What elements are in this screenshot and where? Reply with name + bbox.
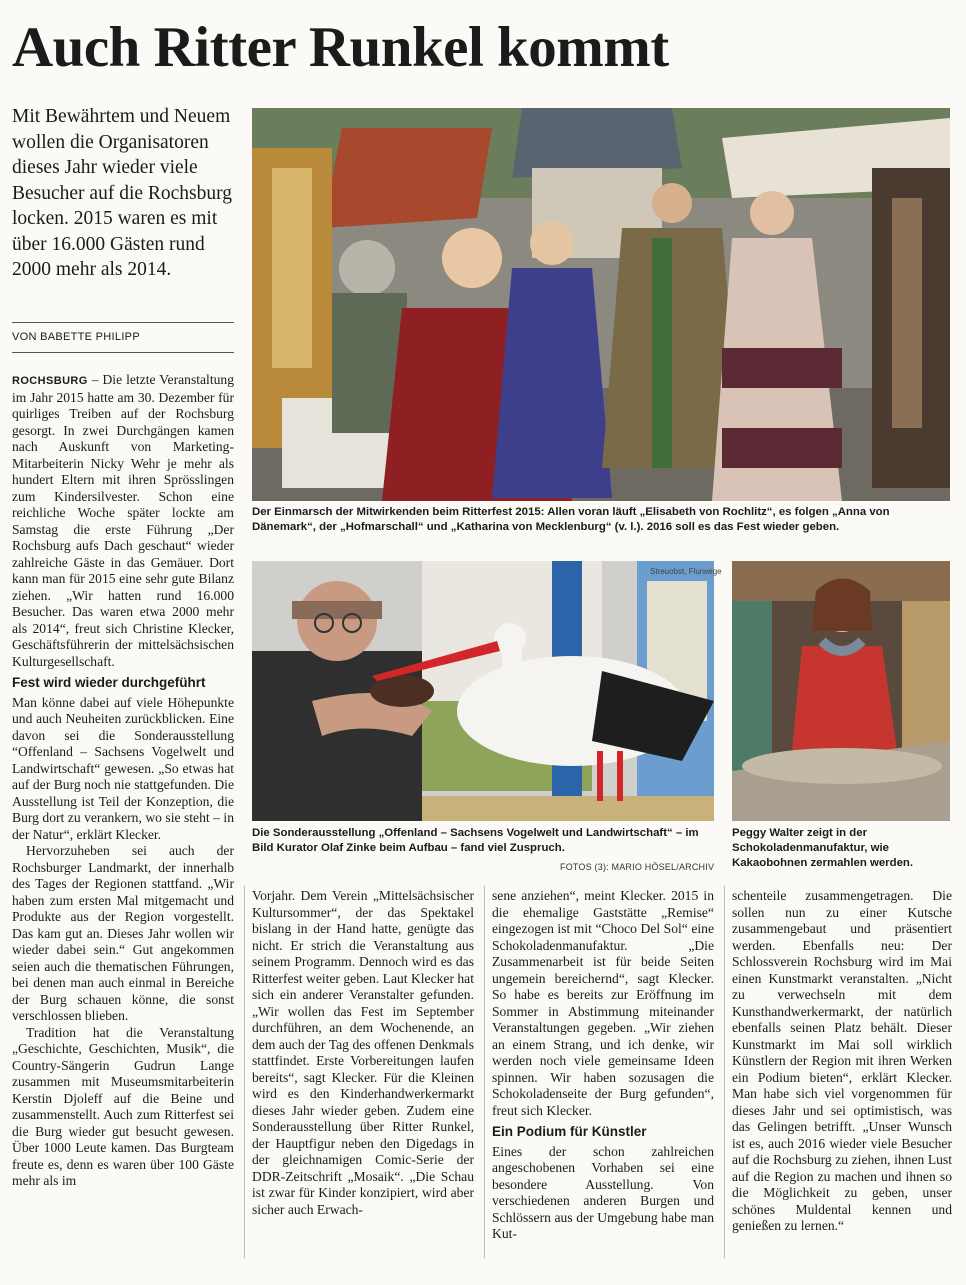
photo-chocolate-manufactory — [732, 561, 950, 821]
main-photo-caption: Der Einmarsch der Mitwirkenden beim Ritterfest 2015: Allen voran läuft „Elisabeth von Rochlitz“, es folgen „Anna von Dänemark“, der „Hofmarschall“ und „Katharina von Mecklenburg“ (v. l.). 2016 soll es das Fest wieder geben. — [252, 506, 890, 533]
divider — [12, 322, 234, 323]
column-divider — [244, 886, 245, 1258]
byline: VON BABETTE PHILIPP — [12, 331, 140, 343]
paragraph: Eines der schon zahlreichen angeschobenen Vorhaben sei eine besondere Ausstellung. Von verschiedenen anderen Burgen und Schlössern aus der Umgebung habe man Kut- — [492, 1143, 714, 1241]
headline: Auch Ritter Runkel kommt — [12, 16, 669, 79]
dateline: ROCHSBURG — [12, 375, 88, 387]
paragraph: schenteile zusammengetragen. Die sollen nun zu einer Kutsche zusammengebaut und präsentiert werden. Ebenfalls neu: Der Schlossverein Rochsburg wird im Mai einen Kunstmarkt veranstalten. „Nicht zu verwechseln mit dem Kunsthandwerkermarkt, der natürlich ebenfalls seinen Platz behält. Dieser Kunstmarkt im Mai soll wirklich Künstlern der Region mit ihren Werken ein Podium bieten“, erklärt Klecker. Man habe sich viel vorgenommen für dieses Jahr und sei optimistisch, was das Gelingen betrifft. „Unser Wunsch ist es, auch 2016 wieder viele Besucher auf die Rochsburg zu ziehen, ihnen Lust auf die Region zu machen und ihnen so die Möglichkeit zu geben, unser schönes Muldental kennen und genießen zu lernen.“ — [732, 888, 952, 1233]
photo-stork-exhibition — [252, 561, 722, 821]
lead-paragraph: Mit Bewährtem und Neuem wollen die Organisatoren dieses Jahr wieder viele Besucher auf die Rochsburg locken. 2015 waren es mit über 16.000 Gästen rund 2000 mehr als 2014. — [12, 106, 233, 280]
stork-illustration — [252, 561, 714, 821]
column-divider — [724, 886, 725, 1258]
paragraph: ROCHSBURG – Die letzte Veranstaltung im Jahr 2015 hatte am 30. Dezember für quirliges Treiben auf der Rochsburg gesorgt. In zwei Durchgängen kamen nach Auskunft von Marketing-Mitarbeiterin Nicky Wehr je mehr als hundert Eltern mit ihren Sprösslingen zum Kindersilvester. Schon eine reichliche Woche später lockte am Samstag die erste Führung „Der Rochsburg aufs Dach geschaut“ wieder zahlreiche Gäste in das Gemäuer. Dort kann man für 2015 eine sehr gute Bilanz ziehen. „Wir hatten rund 16.000 Besucher. Das waren etwa 2000 mehr als 2014“, freut sich Christine Klecker, Geschäftsführerin der mittelsächsischen Kulturgesellschaft. — [12, 372, 234, 669]
paragraph: Tradition hat die Veranstaltung „Geschichte, Geschichten, Musik“, die Country-Sängerin Gudrun Lange zusammen mit Museumsmitarbeiterin Kerstin Djoleff auf die Beine und zusammenstellt. Auch zum Ritterfest sei die Burg wieder gut besucht gewesen. Über 1000 Leute kamen. Das Burgteam freute es, denn es waren über 100 Gäste mehr als im — [12, 1024, 234, 1188]
exhibition-panel-text: Streuobst, Flurwege — [650, 567, 722, 576]
paragraph: Hervorzuheben sei auch der Rochsburger Landmarkt, der innerhalb des Tages der Regionen stattfand. „Wir haben zum ersten Mal mitgemacht und Produkte aus der Region vorgestellt. Das kam gut an. Dieses Jahr wollen wir wieder dabei sein.“ Gut angekommen seien auch die thematischen Führungen, bei denen man auch einmal in Bereiche der Burg schauen könne, die sonst verschlossen blieben. — [12, 843, 234, 1023]
chocolate-illustration — [732, 561, 950, 821]
column-divider — [484, 886, 485, 1258]
photo-ritterfest-parade — [252, 108, 950, 501]
article-column-2 — [252, 888, 474, 1218]
parade-illustration — [252, 108, 950, 501]
paragraph: sene anziehen“, meint Klecker. 2015 in die ehemalige Gaststätte „Remise“ eingezogen ist mit “Choco Del Sol“ eine Schokoladenmanufaktur. „Die Zusammenarbeit ist für beide Seiten ungemein bereichernd“, sagt Klecker. So habe es bereits zur Eröffnung im Sommer in Abstimmung miteinander Veranstaltungen gegeben. „Wir ziehen an einem Strang, und ich denke, wir werden noch viele gemeinsame Ideen spinnen. Wir haben sozusagen die Schokoladenseite der Burg gefunden“, freut sich Klecker. — [492, 888, 714, 1118]
article-column-3 — [492, 888, 714, 1243]
subheading: Fest wird wieder durchgeführt — [12, 675, 206, 690]
article-column-4 — [732, 888, 952, 1235]
divider — [12, 352, 234, 353]
chocolate-photo-caption: Peggy Walter zeigt in der Schokoladenmanufaktur, wie Kakaobohnen zermahlen werden. — [732, 827, 914, 869]
paragraph: Vorjahr. Dem Verein „Mittelsächsischer Kultursommer“, der das Spektakel bislang in der Hand hatte, genügte das nicht. Er strich die Veranstaltung aus seinem Programm. Dennoch wird es das Ritterfest weiter geben. Laut Klecker hat sich ein anderer Veranstalter gefunden. „Wir wollen das Fest im September durchführen, an dem Wochenende, an dem auch der Tag des offenen Denkmals stattfindet. Erste Vorbereitungen laufen bereits“, sagt Klecker. Für die Kleinen wird es den Kinderhandwerkermarkt dieses Jahr wieder geben. Zudem eine Sonderausstellung über Ritter Runkel, der Hauptfigur neben den Digedags in der gleichnamigen Comic-Serie der DDR-Zeitschrift „Mosaik“. „Die Schau ist zwar für Kinder konzipiert, wird aber sicher auch Erwach- — [252, 888, 474, 1217]
article-column-1 — [12, 372, 234, 1190]
paragraph: Man könne dabei auf viele Höhepunkte und auch Neuheiten zurückblicken. Eine davon sei die Sonderausstellung “Offenland – Sachsens Vogelwelt und Landwirtschaft“ gewesen. „So etwas hat auf der Burg noch nie stattgefunden. Die Ausstellung ist Teil der Konzeption, die Burg dort zu verankern, wo sie steht – in der Natur“, erklärt Klecker. — [12, 694, 234, 842]
photo-credit: FOTOS (3): MARIO HÖSEL/ARCHIV — [560, 862, 715, 872]
subheading: Ein Podium für Künstler — [492, 1124, 647, 1139]
stork-photo-caption: Die Sonderausstellung „Offenland – Sachsens Vogelwelt und Landwirtschaft“ – im Bild Kurator Olaf Zinke beim Aufbau – fand viel Zuspruch. — [252, 827, 699, 854]
